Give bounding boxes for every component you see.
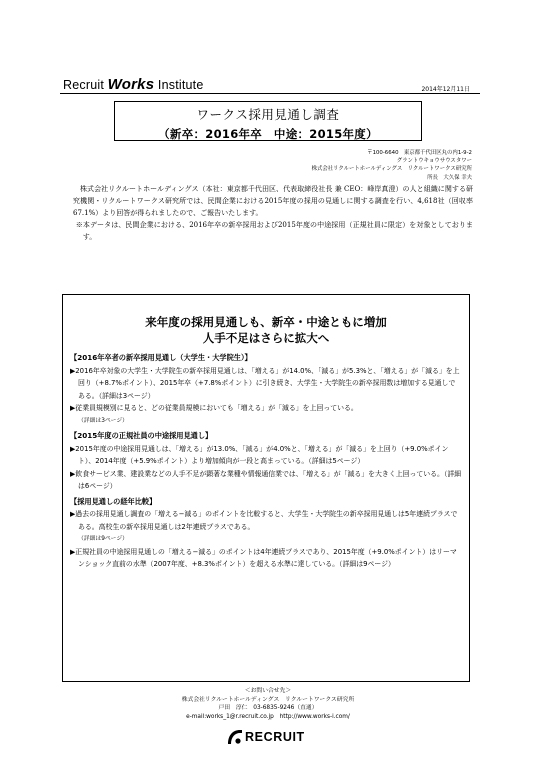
contact-web[interactable]: e-mail:works_1@r.recruit.co.jp http://www.works-i.com/ [186,713,350,720]
recruit-wordmark: RECRUIT [245,730,305,744]
logo-suffix: Institute [154,78,204,92]
bullet-new-graduate-by-size: ▶従業員規模別に見ると、どの従業員規模においても「増える」が「減る」を上回っている。 [70,404,358,412]
document-subtitle: （新卒：2016年卒 中途：2015年度） [158,127,378,141]
section-heading-yearly-comparison: 【採用見通しの経年比較】 [70,496,157,506]
title-box [114,101,422,141]
address-line-1: 〒100-6640 東京都千代田区丸の内1-9-2 [367,150,472,156]
logo-works: Works [107,76,155,93]
bullet-new-graduate-outlook: ▶2016年卒対象の大学生・大学院生の新卒採用見通しは、「増える」が14.0%、「減る」が5.3%と、「増える」が「減る」を上回り（+8.7%ポイント）、2015年卒（+7.8%ポイント）に引き続き、大学生・大学院生の新卒採用数は増加する見通しである。（詳細は3ページ） [70,366,460,400]
bullet-midcareer-outlook: ▶2015年度の中途採用見通しは、「増える」が13.0%、「減る」が4.0%と、「増える」が「減る」を上回り（+9.0%ポイント）、2014年度（+5.9%ポイント）より増加傾向が一段と高まっている。（詳細は5ページ） [70,444,449,465]
bullet-comparison-midcareer: ▶正規社員の中途採用見通しの「増える−減る」のポイントは4年連続プラスであり、2015年度（+9.0%ポイント）はリーマンショック直前の水準（2007年度、+8.3%ポイント）を超える水準に達している。（詳細は9ページ） [70,547,457,568]
section-heading-new-graduate: 【2016年卒者の新卒採用見通し（大学生・大学院生）】 [70,353,252,362]
summary-content [70,352,462,571]
contact-person: 戸田 淳仁 03-6835-9246（直通） [218,705,318,712]
address-line-2: グラントウキョウサウスタワー [396,158,472,165]
intro [73,183,473,243]
contact-label: ＜お問い合せ先＞ [244,688,292,694]
detail-ref: （詳細は3ページ） [78,417,128,424]
logo-prefix: Recruit [63,78,108,92]
intro-note: ※本データは、民間企業における、2016年卒の新卒採用および2015年度の中途採用（正規社員に限定）を対象としております。 [75,221,473,241]
logo-recruit-works-institute [63,76,204,93]
headline-line-2: 人手不足はさらに拡大へ [202,331,330,345]
address-line-4: 所長 大久保 幸夫 [427,174,472,181]
headline-line-1: 来年度の採用見通しも、新卒・中途ともに増加 [145,315,387,329]
section-heading-midcareer: 【2015年度の正規社員の中途採用見通し】 [70,431,213,440]
address-line-3: 株式会社リクルートホールディングス リクルートワークス研究所 [311,166,472,173]
contact-footer [62,687,474,721]
recruit-logo [226,729,316,745]
bullet-comparison-new-graduate: ▶過去の採用見通し調査の「増える−減る」のポイントを比較すると、大学生・大学院生の新卒採用見通しは5年連続プラスである。高校生の新卒採用見通しは2年連続プラスである。 [70,510,458,531]
header-rule [60,93,480,94]
contact-org: 株式会社リクルートホールディングス リクルートワークス研究所 [181,696,355,703]
publisher-address [312,149,472,182]
recruit-mark-icon [226,729,244,745]
intro-paragraph: 株式会社リクルートホールディングス（本社：東京都千代田区、代表取締役社長 兼 CEO：峰岸真澄）の人と組織に関する研究機関・リクルートワークス研究所では、民間企業における2015年度の採用の見通しに関する調査を行い、4,618社（回収率67.1%）より回答が得られましたので、ご報告いたします。 [73,185,473,217]
summary-headline [62,314,470,346]
detail-ref: （詳細は9ページ） [78,536,128,542]
document-title: ワークス採用見通し調査 [196,107,340,122]
bullet-midcareer-by-industry: ▶飲食サービス業、建設業などの人手不足が顕著な業種や情報通信業では、「増える」が「減る」を大きく上回っている。（詳細は6ページ） [70,469,462,490]
release-date: 2014年12月11日 [421,86,470,93]
